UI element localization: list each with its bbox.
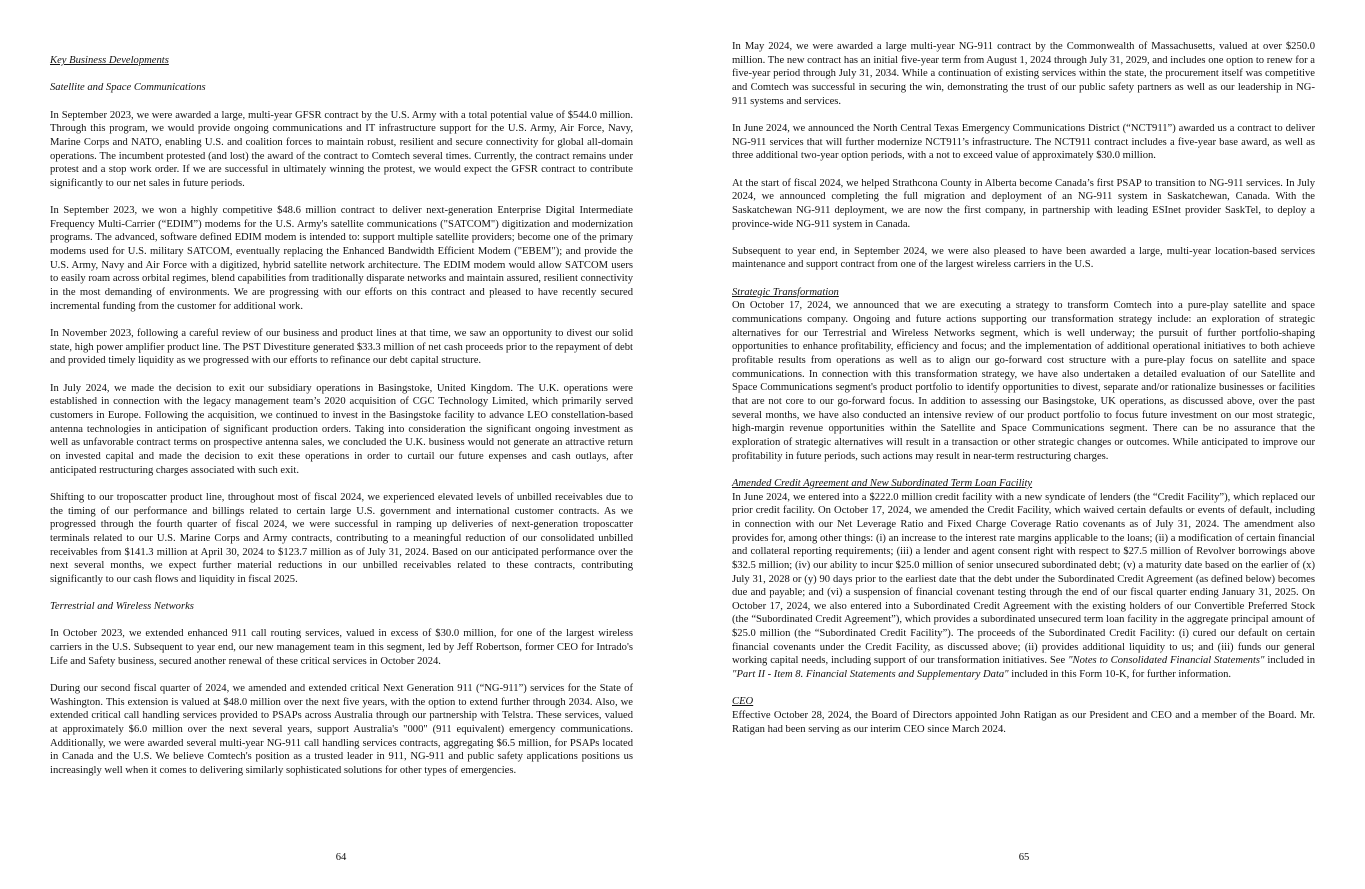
page-number-left: 64 [335, 852, 347, 863]
paragraph-location-services: Subsequent to year end, in September 2024, we were also pleased to have been awarded a large, multi-year location-based services maintenance and support contract from one of the largest wireless carriers in the U.S. [732, 245, 1315, 271]
right-page [683, 0, 1365, 889]
paragraph-strategic-transformation: On October 17, 2024, we announced that we are executing a strategy to transform Comtech into a pure-play satellite and space communications company. Ongoing and future actions supporting our transformation strategy include: an exploration of strategic alternatives for our Terrestrial and Wireless Networks segment, which is well underway; the pursuit of further portfolio-shaping opportunities to enhance profitability, efficiency and focus; and the implementation of additional operational initiatives to both achieve profitable results from operations as well as to align our go-forward cost structure with a pure-play focus on satellite and space communications. In connection with this transformation strategy, we have also undertaken a detailed evaluation of our Satellite and Space Communications segment's product portfolio to identify opportunities to divest, separate and/or rationalize businesses or facilities that are not core to our go-forward focus. In addition to assessing our Basingstoke, UK operations, as discussed above, over the past several months, we have also conducted an intensive review of our product portfolio to focus future investment on our most strategic, high-margin revenue opportunities within the Satellite and Space Communications segment. There can be no assurance that the exploration of strategic alternatives will result in a transaction or other strategic changes or outcomes. While anticipated to improve our profitability in future periods, such actions may result in near-term restructuring charges. [732, 300, 1315, 462]
page-number-right: 65 [1018, 852, 1030, 863]
paragraph-nct911-contract: In June 2024, we announced the North Central Texas Emergency Communications District (“NCT911”) awarded us a contract to deliver NG-911 services that will further modernize NCT911’s infrastructure. The NCT911 contract includes a five-year base award, as well as three additional two-year option periods, with a not to exceed value of approximately $30.0 million. [732, 122, 1315, 162]
paragraph-gfsr-contract: In September 2023, we were awarded a large, multi-year GFSR contract by the U.S. Army with a total potential value of $544.0 million. Through this program, we would provide ongoing communications and IT infrastructure support for the U.S. Army, Air Force, Navy, Marine Corps and NATO, enabling U.S. and coalition forces to maintain robust, resilient and secure connectivity for global all-domain operations. The incumbent protested (and lost) the award of the contract to Comtech several times. Currently, the contract remains under protest and a stop work order. If we are successful in ultimately winning the protest, we would expect the GFSR contract to contribute significantly to our net sales in future periods. [50, 109, 633, 189]
paragraph-911-routing: In October 2023, we extended enhanced 911 call routing services, valued in excess of $30.0 million, for one of the largest wireless carriers in the U.S. Subsequent to year end, our new management team in this segment, led by Jeff Robertson, former CEO for Intrado's Life and Safety business, secured another renewal of these critical services in October 2024. [50, 628, 633, 667]
heading-amended-credit-agreement: Amended Credit Agreement and New Subordinated Term Loan Facility [732, 477, 1033, 489]
credit-text-main: In June 2024, we entered into a $222.0 million credit facility with a new syndicate of lenders (the “Credit Facility”), which replaced our prior credit facility. On October 17, 2024, we amended the Credit Facility, which waived certain defaults or events of default, including in connection with our Net Leverage Ratio and Fixed Charge Coverage Ratio covenants as of July 31, 2024. The amendment also provides for, among other things: (i) an increase to the interest rate margins applicable to the loans; (ii) a modification of certain financial and collateral reporting requirements; (iii) a lender and agent consent right with respect to $27.5 million of Revolver borrowings above $32.5 million; (iv) our ability to incur $25.0 million of senior unsecured subordinated debt; (v) a maturity date based on the earlier of (x) July 31, 2028 or (y) 90 days prior to the earliest date that the debt under the Subordinated Credit Agreement (as defined below) becomes due and payable; and (vi) a suspension of financial covenant testing through the end of our fiscal quarter ending January 31, 2025. On October 17, 2024, we also entered into a Subordinated Credit Agreement with the existing holders of our Convertible Preferred Stock (the “Subordinated Credit Agreement”), which provides a subordinated unsecured term loan facility in the aggregate principal amount of $25.0 million (the “Subordinated Credit Facility”). The proceeds of the Subordinated Credit Facility: (i) cured our default on certain financial covenants under the Credit Facility, as discussed above; (ii) provides additional liquidity to us; and (iii) funds our general working capital needs, including support of our transformation initiatives. See [732, 491, 1315, 667]
paragraph-pst-divestiture: In November 2023, following a careful review of our business and product lines at that time, we saw an opportunity to divest our solid state, high power amplifier product line. The PST Divestiture generated $33.3 million of net cash proceeds prior to the repayment of debt and provided timely liquidity as we progressed with our efforts to refinance our debt capital structure. [50, 328, 633, 367]
credit-text-end: included in this Form 10-K, for further information. [1008, 669, 1232, 681]
paragraph-strathcona-saskatchewan: At the start of fiscal 2024, we helped Strathcona County in Alberta become Canada’s first PSAP to transition to NG-911 services. In July 2024, we announced completing the full migration and deployment of an NG-911 system in Saskatchewan, Canada. With the Saskatchewan NG-911 deployment, we are now the first company, in partnership with leading ESInet provider SaskTel, to deploy a province-wide NG-911 system in Canada. [732, 177, 1315, 230]
section-title-key-business-developments: Key Business Developments [50, 55, 169, 66]
credit-ref-part-ii: "Part II - Item 8. Financial Statements and Supplementary Data" [732, 669, 1009, 681]
paragraph-basingstoke-exit: In July 2024, we made the decision to exit our subsidiary operations in Basingstoke, United Kingdom. The U.K. operations were established in connection with the legacy management team’s 2020 acquisition of CGC Technology Limited, which primarily served customers in Europe. Following the acquisition, we continued to invest in the Basingstoke facility to advance LEO constellation-based antenna technologies in anticipation of significant production orders. Taking into consideration the significant ongoing investment as well as unfavorable contract terms on prospective antenna sales, we concluded the U.K. business would not generate an attractive return on invested capital and made the decision to exit these operations in order to curtail our future expenses and cash outlays, after anticipated restructuring charges associated with such exit. [50, 382, 633, 476]
paragraph-ng911-services: During our second fiscal quarter of 2024, we amended and extended critical Next Generation 911 (“NG-911”) services for the State of Washington. This extension is valued at $48.0 million over the next five years, with the option to extend further through 2034. Also, we extended critical call handling services provided to PSAPs across Australia through our partnership with Telstra. These services, valued at approximately $6.0 million over the next several years, support Australia's "000" (911 equivalent) emergency communications. Additionally, we were awarded several multi-year NG-911 call handling services contracts, aggregating $6.5 million, for PSAPs located in Canada and the U.S. We believe Comtech's position as a trusted leader in 911, NG-911 and public safety applications positions us increasingly well when it comes to delivering similarly sophisticated solutions for other types of emergencies. [50, 683, 633, 776]
paragraph-credit-agreement [732, 491, 1315, 682]
credit-ref-notes: "Notes to Consolidated Financial Statements" [1068, 655, 1265, 667]
subsection-terrestrial-wireless: Terrestrial and Wireless Networks [50, 601, 194, 613]
right-page-content [732, 40, 1315, 750]
subsection-satellite-space: Satellite and Space Communications [50, 82, 206, 94]
credit-text-mid: included in [1264, 655, 1316, 667]
paragraph-troposcatter: Shifting to our troposcatter product line, throughout most of fiscal 2024, we experienced elevated levels of unbilled receivables due to the timing of our performance and billings related to certain large U.S. government and international customer contracts. As we progressed through the fourth quarter of fiscal 2024, we were successful in ramping up deliveries of next-generation troposcatter terminals related to our U.S. Marine Corps and Army contracts, contributing to a meaningful reduction of our consolidated unbilled receivables from $141.3 million at April 30, 2024 to $123.7 million as of July 31, 2024. Based on our anticipated performance over the next several months, we expect further material reductions in our unbilled receivables related to these contracts, contributing significantly to our cash flows and liquidity in fiscal 2025. [50, 491, 633, 585]
heading-ceo: CEO [732, 696, 754, 708]
paragraph-ceo-appointment: Effective October 28, 2024, the Board of Directors appointed John Ratigan as our President and CEO and a member of the Board. Mr. Ratigan had been serving as our interim CEO since March 2024. [732, 710, 1315, 735]
left-page-content [50, 54, 633, 791]
heading-strategic-transformation: Strategic Transformation [732, 286, 839, 298]
left-page [0, 0, 682, 889]
paragraph-edim-contract: In September 2023, we won a highly competitive $48.6 million contract to deliver next-generation Enterprise Digital Intermediate Frequency Multi-Carrier (“EDIM”) modems for the U.S. Army's satellite communications ("SATCOM") digitization and modernization programs. The advanced, software defined EDIM modem is intended to: support multiple satellite providers; become one of the primary modems used for U.S. military SATCOM, eventually replacing the Enhanced Bandwidth Efficient Modem ("EBEM"); and provide the U.S. Army, Navy and Air Force with a digitized, hybrid satellite network architecture. The EDIM modem would allow SATCOM users to easily roam across orbital regimes, blend capabilities from traditionally disparate networks and maintain assured, resilient connectivity in the most demanding of environments. We are progressing with our efforts on this contract and pleased to have recently secured incremental funding from the customer for additional work. [50, 205, 633, 312]
paragraph-massachusetts-contract: In May 2024, we were awarded a large multi-year NG-911 contract by the Commonwealth of Massachusetts, valued at over $250.0 million. The new contract has an initial five-year term from August 1, 2024 through July 31, 2029, and includes one option to renew for a five-year period through July 31, 2034. While a continuation of existing services within the state, the procurement itself was competitive and Comtech was successful in securing the win, demonstrating the trust of our public safety partners as well as our leadership in NG-911 systems and services. [732, 41, 1315, 107]
